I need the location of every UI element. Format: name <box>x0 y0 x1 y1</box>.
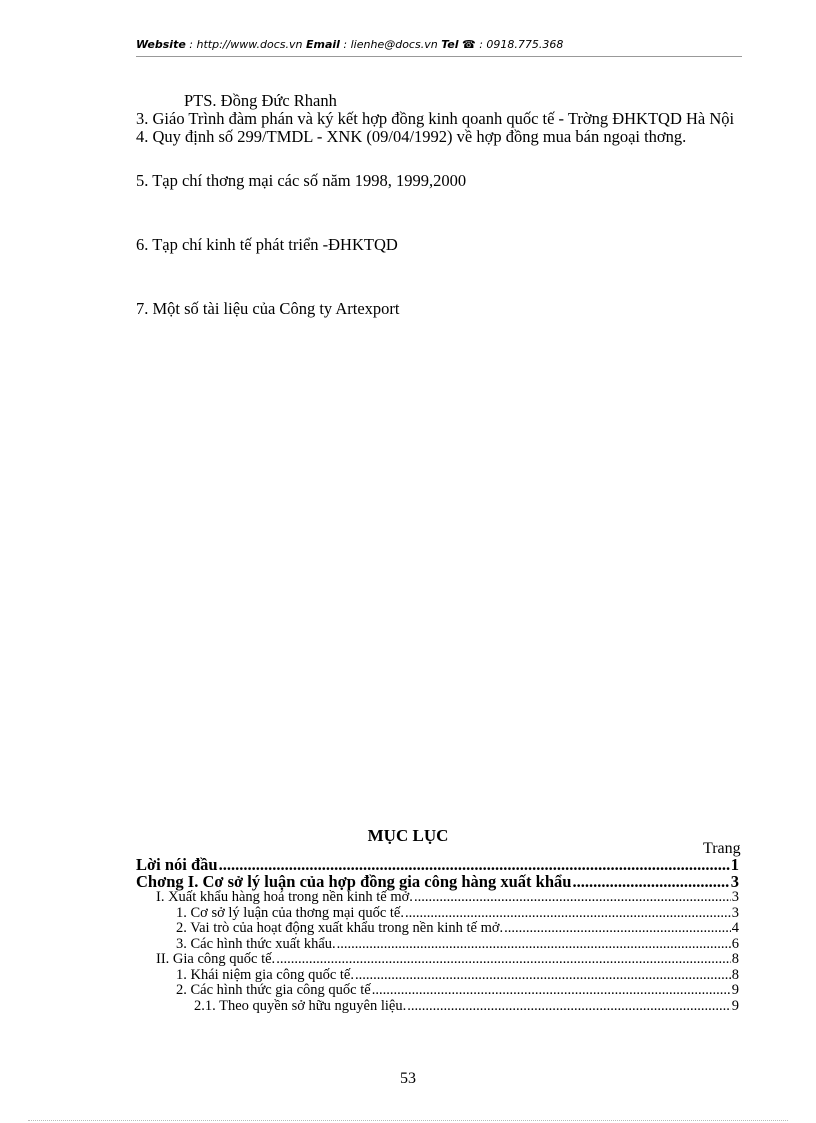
page-number: 53 <box>400 1070 416 1087</box>
toc-entry-label: 1. Khái niệm gia công quốc tế. <box>176 966 354 983</box>
reference-item: 5. Tạp chí thơng mại các số năm 1998, 1999,2000 <box>136 171 467 190</box>
reference-item: 3. Giáo Trình đàm phán và ký kết hợp đồng kinh qoanh quốc tế - Trờng ĐHKTQD Hà Nội <box>136 109 735 128</box>
toc-entry[interactable] <box>136 890 739 906</box>
toc-entry-page: 3 <box>731 889 739 905</box>
website-label: Website <box>136 38 186 51</box>
toc-leader <box>504 921 731 937</box>
page-header <box>136 38 741 51</box>
toc-entry-label: 2. Vai trò của hoạt động xuất khẩu trong nền kinh tế mở. <box>176 920 504 936</box>
toc-entry-page: 9 <box>731 997 739 1014</box>
references-list <box>136 92 738 318</box>
toc-leader <box>372 983 731 999</box>
toc-leader <box>414 890 731 906</box>
phone-icon: ☎ <box>462 38 476 51</box>
toc-entry[interactable] <box>136 968 739 984</box>
toc-entry[interactable] <box>136 952 739 968</box>
toc-entry-page: 4 <box>731 920 739 936</box>
tel-value: : 0918.775.368 <box>475 38 564 51</box>
reference-item: 4. Quy định số 299/TMDL - XNK (09/04/1992) về hợp đồng mua bán ngoại thơng. <box>136 127 687 146</box>
reference-item: PTS. Đồng Đức Rhanh <box>184 91 337 110</box>
toc-entry-label: 2. Các hình thức gia công quốc tế <box>176 982 371 998</box>
toc-entry-page: 9 <box>731 982 739 998</box>
toc-entry-label: 1. Cơ sở lý luận của thơng mại quốc tế. <box>176 904 404 921</box>
toc-entry-page: 8 <box>731 951 739 967</box>
toc-page-header: Trang <box>703 840 741 857</box>
toc-entry-page: 1 <box>730 855 739 874</box>
reference-item: 7. Một số tài liệu của Công ty Artexport <box>136 299 400 318</box>
toc-entry-label: II. Gia công quốc tế. <box>156 951 276 967</box>
toc-entry-label: 3. Các hình thức xuất khẩu. <box>176 935 336 952</box>
toc-entry-page: 3 <box>730 872 739 891</box>
reference-item: 6. Tạp chí kinh tế phát triển -ĐHKTQD <box>136 235 398 254</box>
footer-divider <box>28 1120 788 1121</box>
toc-leader <box>355 968 731 984</box>
toc-entry-page: 6 <box>731 935 739 952</box>
toc-entry[interactable] <box>136 999 739 1015</box>
toc-entry[interactable] <box>136 983 739 999</box>
email-value[interactable]: : lienhe@docs.vn <box>339 38 442 51</box>
toc-leader <box>219 856 730 873</box>
tel-label: Tel <box>441 38 459 51</box>
toc-entry[interactable] <box>136 873 739 890</box>
toc-leader <box>405 906 731 922</box>
toc-title: MỤC LỤC <box>367 826 449 845</box>
toc-entry-label: 2.1. Theo quyền sở hữu nguyên liệu. <box>194 997 407 1014</box>
toc-leader <box>407 999 731 1015</box>
toc-entry[interactable] <box>136 921 739 937</box>
table-of-contents <box>136 856 739 1014</box>
email-label: Email <box>305 38 340 51</box>
website-value[interactable]: : http://www.docs.vn <box>185 38 306 51</box>
toc-leader <box>276 952 731 968</box>
toc-entry-label: I. Xuất khẩu hàng hoá trong nền kinh tế mở. <box>156 889 413 905</box>
toc-leader <box>572 873 729 890</box>
toc-leader <box>337 937 731 953</box>
toc-entry[interactable] <box>136 937 739 953</box>
toc-entry-label: Lời nói đầu <box>136 855 218 874</box>
toc-entry[interactable] <box>136 906 739 922</box>
toc-entry-page: 3 <box>731 904 739 921</box>
toc-entry-page: 8 <box>731 966 739 983</box>
toc-entry-label: Chơng I. Cơ sở lý luận của hợp đồng gia công hàng xuất khẩu <box>136 872 572 891</box>
header-divider <box>136 56 742 57</box>
toc-entry[interactable] <box>136 856 739 873</box>
